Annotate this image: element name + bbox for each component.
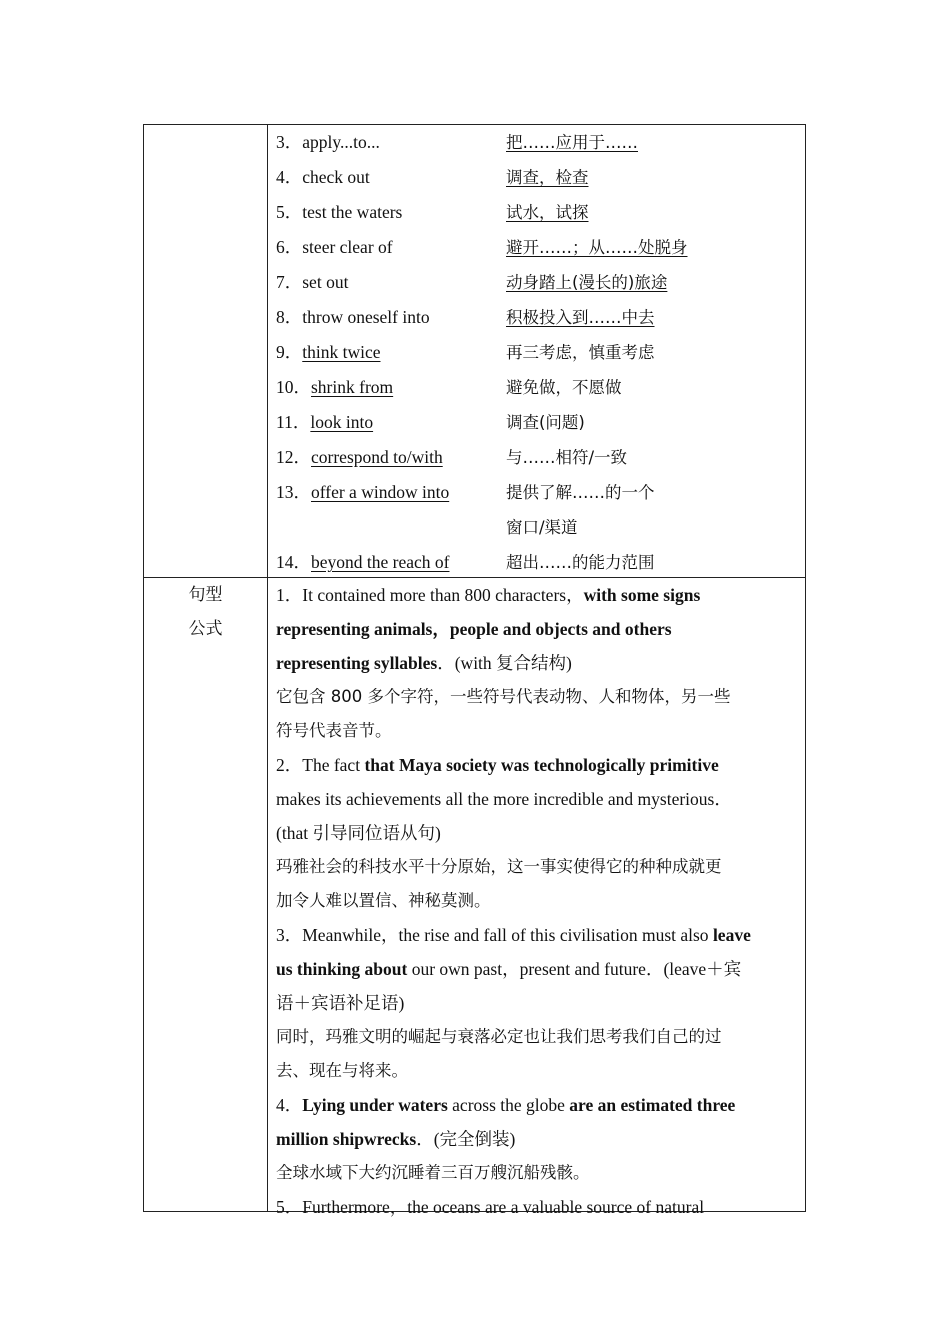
phrase-row — [276, 370, 796, 405]
phrase-english — [276, 265, 348, 300]
phrase-number: 14． — [276, 552, 311, 572]
phrase-english — [276, 440, 443, 475]
phrase-row — [276, 300, 796, 335]
phrase-number: 7． — [276, 272, 303, 292]
phrase-row — [276, 545, 796, 580]
sentence-1-line-3: representing syllables．(with 复合结构) — [276, 653, 572, 673]
phrase-english — [276, 300, 430, 335]
phrase-chinese: 调查(问题) — [506, 413, 585, 432]
phrase-row — [276, 475, 796, 510]
phrase-number: 13． — [276, 482, 311, 502]
phrase-chinese: 窗口/渠道 — [506, 518, 578, 537]
phrase-english-text: think twice — [302, 342, 381, 362]
phrase-chinese: 动身踏上(漫长的)旅途 — [506, 273, 668, 292]
phrase-row — [276, 125, 796, 160]
sentence-3-line-2: us thinking about our own past，present and future．(leave＋宾 — [276, 959, 742, 979]
phrase-chinese: 提供了解……的一个 — [506, 483, 655, 502]
phrase-row — [276, 160, 796, 195]
sentence-list — [276, 577, 800, 1224]
sentence-3-translation-2: 去、现在与将来。 — [276, 1061, 408, 1080]
phrase-chinese: 避开……；从……处脱身 — [506, 238, 688, 257]
phrase-number: 9． — [276, 342, 303, 362]
phrase-row — [276, 195, 796, 230]
sentence-3-line-1: 3．Meanwhile，the rise and fall of this civilisation must also leave — [276, 925, 751, 945]
phrase-english-text: set out — [302, 272, 349, 292]
phrase-number: 6． — [276, 237, 303, 257]
phrase-english-text: offer a window into — [311, 482, 450, 502]
phrase-row — [276, 405, 796, 440]
phrase-english — [276, 160, 370, 195]
phrase-english-text: shrink from — [311, 377, 394, 397]
phrase-number: 4． — [276, 167, 303, 187]
phrase-chinese: 把……应用于…… — [506, 133, 638, 152]
phrase-row — [276, 335, 796, 370]
section-label — [144, 577, 267, 646]
sentence-2-line-2: makes its achievements all the more incredible and mysterious． — [276, 789, 732, 809]
phrase-english — [276, 405, 373, 440]
phrase-english — [276, 335, 381, 370]
phrase-chinese: 试水，试探 — [506, 203, 589, 222]
phrase-english-text: look into — [310, 412, 374, 432]
phrase-english-text: test the waters — [302, 202, 403, 222]
phrase-number: 3． — [276, 132, 303, 152]
sentence-3-line-3: 语＋宾语补足语) — [276, 993, 405, 1013]
phrase-row — [276, 265, 796, 300]
sentence-3-translation-1: 同时，玛雅文明的崛起与衰落必定也让我们思考我们自己的过 — [276, 1027, 722, 1046]
phrase-english — [276, 475, 449, 510]
sentence-2-line-1: 2．The fact that Maya society was technologically primitive — [276, 755, 719, 775]
phrase-row — [276, 510, 796, 545]
column-divider — [267, 125, 268, 1211]
phrase-number: 11． — [276, 412, 311, 432]
sentence-2-line-3: (that 引导同位语从句) — [276, 823, 441, 843]
phrase-english-text: steer clear of — [302, 237, 393, 257]
sentence-1-translation-1: 它包含 800 多个字符，一些符号代表动物、人和物体，另一些 — [276, 687, 731, 706]
phrase-english — [276, 230, 393, 265]
phrase-chinese: 积极投入到……中去 — [506, 308, 655, 327]
phrase-chinese: 调查，检查 — [506, 168, 589, 187]
phrase-number: 12． — [276, 447, 311, 467]
phrase-english-text: beyond the reach of — [311, 552, 450, 572]
sentence-2-translation-1: 玛雅社会的科技水平十分原始，这一事实使得它的种种成就更 — [276, 857, 722, 876]
sentence-4-line-2: million shipwrecks．(完全倒装) — [276, 1129, 516, 1149]
phrase-english — [276, 545, 449, 580]
phrase-number: 10． — [276, 377, 311, 397]
sentence-1-line-2: representing animals，people and objects and others — [276, 619, 672, 639]
sentence-5-line-1: 5．Furthermore，the oceans are a valuable source of natural — [276, 1197, 705, 1217]
phrase-english — [276, 125, 380, 160]
phrase-chinese: 与……相符/一致 — [506, 448, 628, 467]
phrase-chinese: 超出……的能力范围 — [506, 553, 655, 572]
phrase-row — [276, 440, 796, 475]
phrase-number: 8． — [276, 307, 303, 327]
phrase-sentence-table — [143, 124, 806, 1217]
section-label-line-1: 句型 — [188, 585, 223, 605]
sentence-2-translation-2: 加令人难以置信、神秘莫测。 — [276, 891, 491, 910]
phrase-chinese: 再三考虑，慎重考虑 — [506, 343, 655, 362]
phrase-number: 5． — [276, 202, 303, 222]
phrase-english — [276, 370, 393, 405]
sentence-1-translation-2: 符号代表音节。 — [276, 721, 392, 740]
phrase-english — [276, 195, 402, 230]
sentence-4-translation-1: 全球水域下大约沉睡着三百万艘沉船残骸。 — [276, 1163, 590, 1182]
phrase-english-text: check out — [302, 167, 370, 187]
phrase-english-text: correspond to/with — [311, 447, 443, 467]
phrase-english-text: apply...to... — [302, 132, 380, 152]
phrase-english-text: throw oneself into — [302, 307, 430, 327]
phrase-row — [276, 230, 796, 265]
sentence-1-line-1: 1．It contained more than 800 characters，with some signs — [276, 585, 701, 605]
section-label-line-2: 公式 — [188, 619, 223, 639]
sentence-4-line-1: 4．Lying under waters across the globe are an estimated three — [276, 1095, 736, 1115]
phrase-chinese: 避免做，不愿做 — [506, 378, 622, 397]
